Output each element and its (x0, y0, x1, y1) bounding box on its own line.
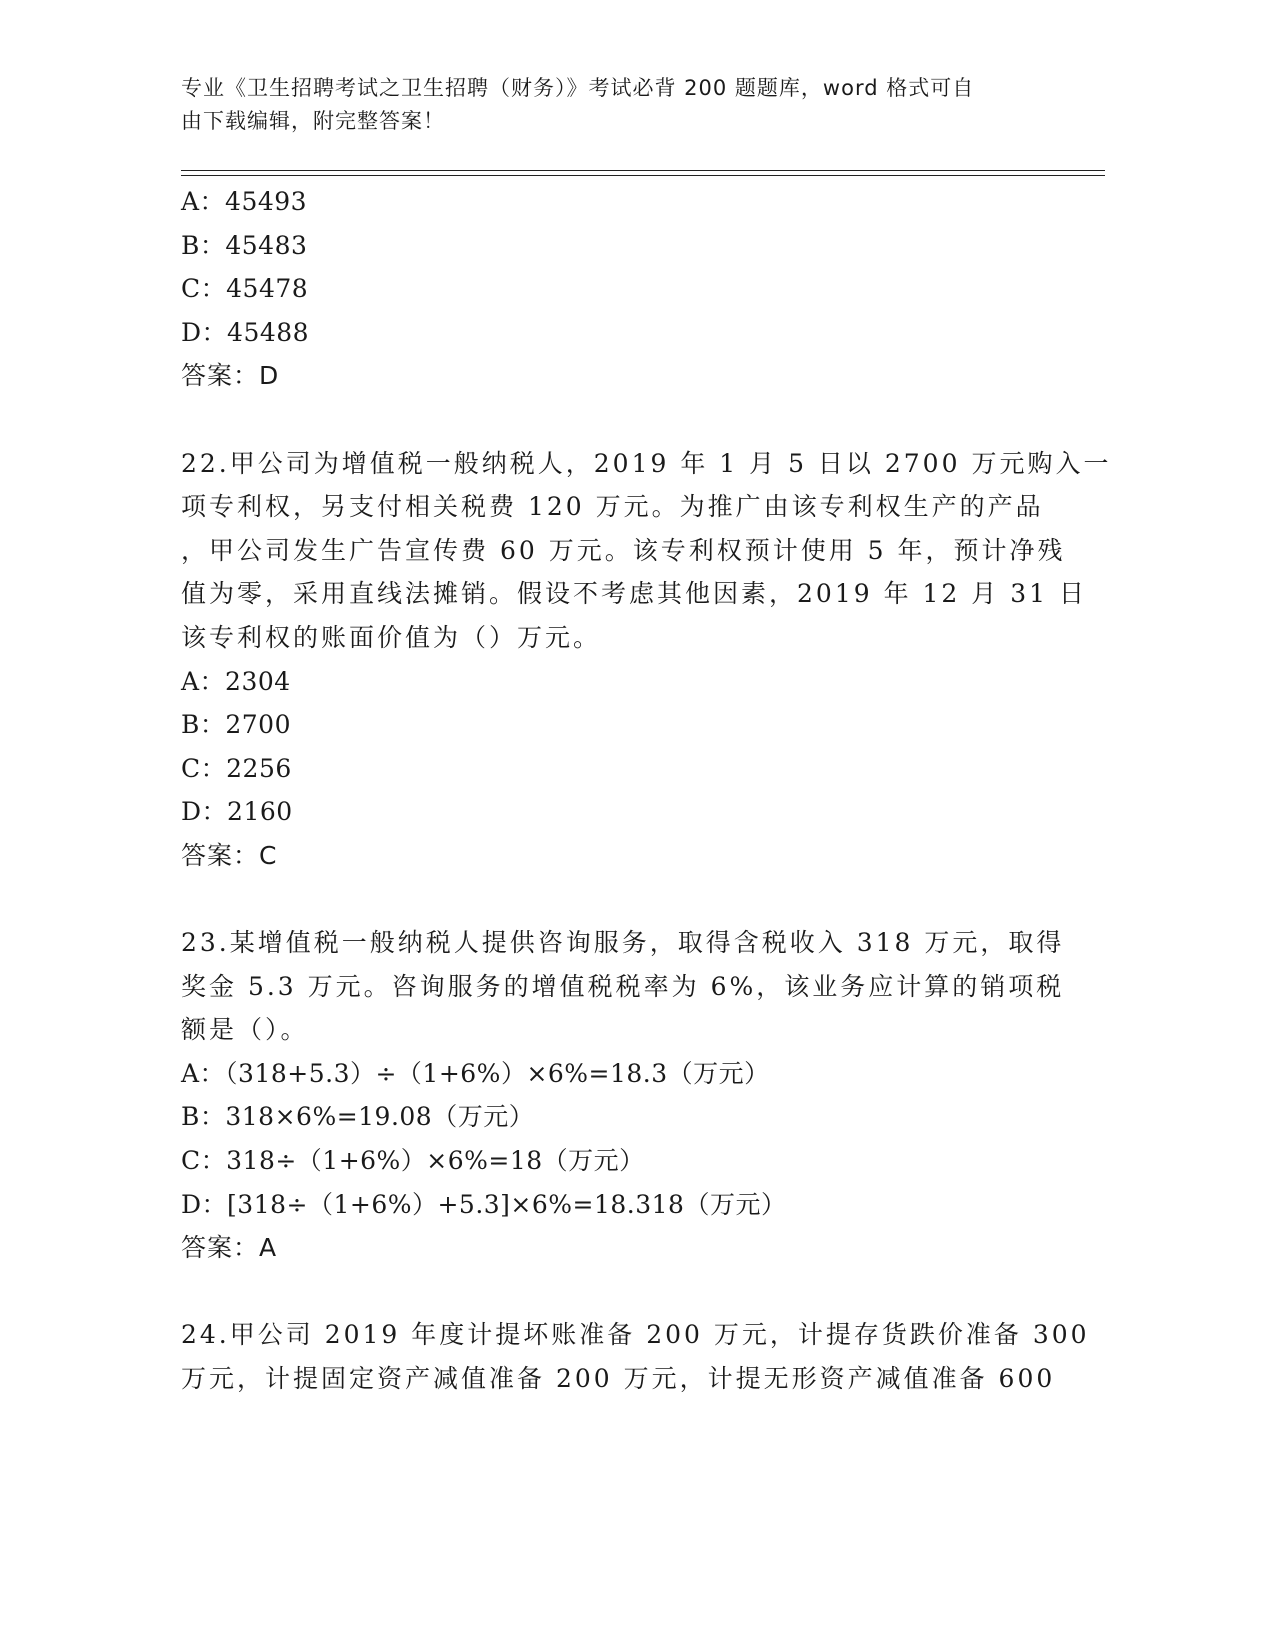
question-list (181, 180, 1112, 1401)
question-stem-line: 奖金 5.3 万元。咨询服务的增值税税率为 6%，该业务应计算的销项税 (181, 971, 1065, 1001)
spacer (181, 1270, 1061, 1314)
option-b: B：318×6%=19.08（万元） (181, 1102, 535, 1132)
question-stem-line: 24.甲公司 2019 年度计提坏账准备 200 万元，计提存货跌价准备 300 (181, 1320, 1090, 1350)
question-stem-line: 额是（）。 (181, 1015, 309, 1045)
question-23 (181, 921, 1065, 1270)
answer: 答案：C (181, 840, 278, 870)
question-21 (181, 180, 1061, 398)
option-c: C：318÷（1+6%）×6%=18（万元） (181, 1146, 645, 1176)
question-stem-line: 万元，计提固定资产减值准备 200 万元，计提无形资产减值准备 600 (181, 1364, 1056, 1394)
question-stem-line: 23.某增值税一般纳税人提供咨询服务，取得含税收入 318 万元，取得 (181, 928, 1065, 958)
option-c: C：45478 (181, 274, 309, 304)
answer: 答案：A (181, 1233, 278, 1263)
option-b: B：2700 (181, 710, 291, 740)
question-stem-line: 值为零，采用直线法摊销。假设不考虑其他因素，2019 年 12 月 31 日 (181, 579, 1087, 609)
option-d: D：2160 (181, 797, 293, 827)
header-line-2: 由下载编辑，附完整答案！ (181, 109, 445, 133)
question-stem-line: ，甲公司发生广告宣传费 60 万元。该专利权预计使用 5 年，预计净残 (181, 535, 1066, 565)
option-d: D：45488 (181, 317, 310, 347)
option-c: C：2256 (181, 753, 292, 783)
option-b: B：45483 (181, 230, 308, 260)
question-stem-line: 项专利权，另支付相关税费 120 万元。为推广由该专利权生产的产品 (181, 492, 1044, 522)
answer: 答案：D (181, 361, 280, 391)
question-stem-line: 该专利权的账面价值为（）万元。 (181, 622, 602, 652)
question-24 (181, 1313, 1090, 1400)
document-header (181, 72, 1041, 138)
spacer (181, 398, 1061, 442)
question-22 (181, 442, 1112, 878)
header-divider-top (181, 170, 1105, 171)
header-divider-bottom (181, 175, 1105, 176)
option-a: A：（318+5.3）÷（1+6%）×6%=18.3（万元） (181, 1058, 770, 1088)
spacer (181, 878, 1061, 922)
option-a: A：45493 (181, 187, 308, 216)
option-d: D：[318÷（1+6%）+5.3]×6%=18.318（万元） (181, 1189, 787, 1219)
header-line-1: 专业《卫生招聘考试之卫生招聘（财务）》考试必背 200 题题库，word 格式可自 (181, 76, 975, 100)
option-a: A：2304 (181, 666, 291, 696)
question-stem-line: 22.甲公司为增值税一般纳税人，2019 年 1 月 5 日以 2700 万元购入一 (181, 448, 1112, 478)
